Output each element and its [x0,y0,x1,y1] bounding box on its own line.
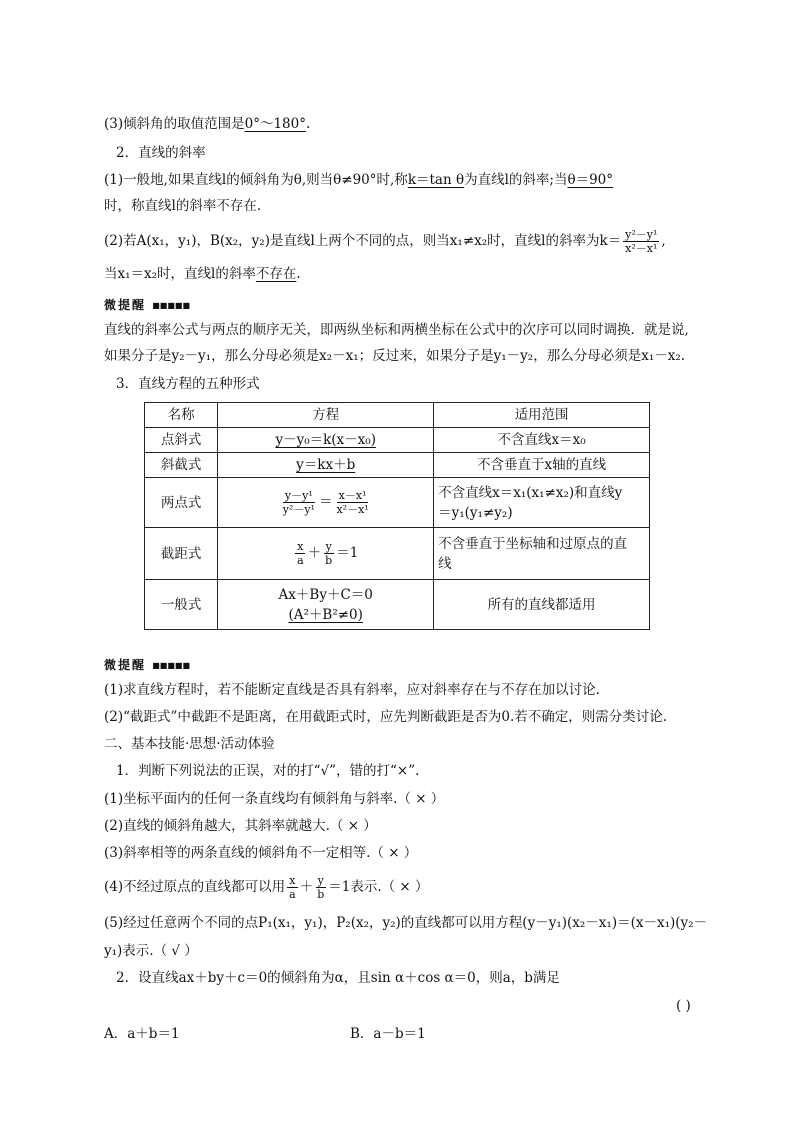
table-row: 点斜式 y－y₀＝k(x－x₀) 不含直线x＝x₀ [145,428,650,453]
question-1-2: (2)直线的倾斜角越大，其斜率就越大.（ × ） [104,818,377,834]
option-a: A．a＋b＝1 [104,1026,180,1042]
question-1-3: (3)斜率相等的两条直线的倾斜角不一定相等.（ × ） [104,845,418,861]
table-row: 一般式 Ax＋By＋C＝0 (A²＋B²≠0) 所有的直线都适用 [145,580,650,630]
table-header: 名称 [145,403,218,428]
section-heading-2: 二、基本技能·思想·活动体验 [104,736,275,752]
heading-five-forms: 3．直线方程的五种形式 [116,376,260,392]
table-row: 截距式 $\frac{x}{a}$ ＋ $\frac{y}{b}$ ＝1 不含垂直于坐标轴和过原点的直 线 [145,528,650,580]
tip-squares-icon: ■■■■■ [152,661,190,670]
paragraph-slope-def: (1)一般地,如果直线l的倾斜角为θ,则当θ≠90°时,称k＝tan θ为直线l的斜率;当θ＝90° [104,172,614,188]
option-b: B．a－b＝1 [350,1026,426,1042]
question-1: 1．判断下列说法的正误，对的打“√”，错的打“×”. [116,763,420,779]
table-header-row [145,403,650,428]
paragraph-tip-1: 直线的斜率公式与两点的顺序无关，即两纵坐标和两横坐标在公式中的次序可以同时调换．就是说, [104,322,689,338]
paragraph-tip-4: (2)“截距式”中截距不是距离，在用截距式时，应先判断截距是否为0.若不确定，则需分类讨论. [104,709,668,725]
paragraph-two-point-slope: (2)若A(x₁，y₁)，B(x₂，y₂)是直线l上两个不同的点，则当x₁≠x₂时，直线l的斜率为k＝ $\frac{\text{y²－y¹}}{\text{x²－x¹}}$ , [104,228,666,255]
line-equation-forms-table [144,402,650,630]
slope-condition: θ＝90° [567,172,614,188]
paragraph-range: (3)倾斜角的取值范围是0°～180°. [104,116,311,132]
slope-fraction: $\frac{\text{y²－y¹}}{\text{x²－x¹}}$ [625,228,658,255]
question-2: 2．设直线ax＋by＋c＝0的倾斜角为α，且sin α＋cos α＝0，则a，b满足 [116,970,560,986]
paragraph-undefined-slope: 当x₁＝x₂时，直线l的斜率不存在. [104,266,301,282]
question-1-1: (1)坐标平面内的任何一条直线均有倾斜角与斜率.（ × ） [104,791,445,807]
question-1-5-cont: y₁)表示.（ √ ） [104,943,198,959]
paragraph-slope-none: 时，称直线l的斜率不存在. [104,198,262,214]
table-row: 两点式 $\frac{\text{y－y¹}}{\text{y²－y¹}}$ ＝ $\frac{\text{x－x¹}}{\text{x²－x¹}}$ 不含直线x＝x₁(x₁≠x₂)和直线y ＝y₁(y₁≠y₂) [145,478,650,528]
table-header: 方程 [218,403,434,428]
range-answer: 0°～180° [244,116,306,132]
question-1-4: (4)不经过原点的直线都可以用 $\frac{x}{a}$ ＋ $\frac{y}{b}$ ＝1表示.（ × ） [104,874,429,901]
slope-formula: k＝tan θ [407,172,465,188]
heading-slope: 2．直线的斜率 [116,145,206,161]
answer-paren: ( ) [676,998,691,1014]
question-1-5: (5)经过任意两个不同的点P₁(x₁，y₁)，P₂(x₂，y₂)的直线都可以用方程(y－y₁)(x₂－x₁)＝(x－x₁)(y₂－ [104,915,708,931]
table-header: 适用范围 [434,403,650,428]
table-row: 斜截式 y＝kx＋b 不含垂直于x轴的直线 [145,453,650,478]
paragraph-tip-2: 如果分子是y₂－y₁，那么分母必须是x₂－x₁；反过来，如果分子是y₁－y₂，那么分母必须是x₁－x₂. [104,348,686,364]
paragraph-tip-3: (1)求直线方程时，若不能断定直线是否具有斜率，应对斜率存在与不存在加以讨论. [104,682,600,698]
tip-label-2: 微提醒 ■■■■■ [104,658,190,672]
tip-squares-icon: ■■■■■ [152,301,190,310]
tip-label-1: 微提醒 ■■■■■ [104,298,190,312]
